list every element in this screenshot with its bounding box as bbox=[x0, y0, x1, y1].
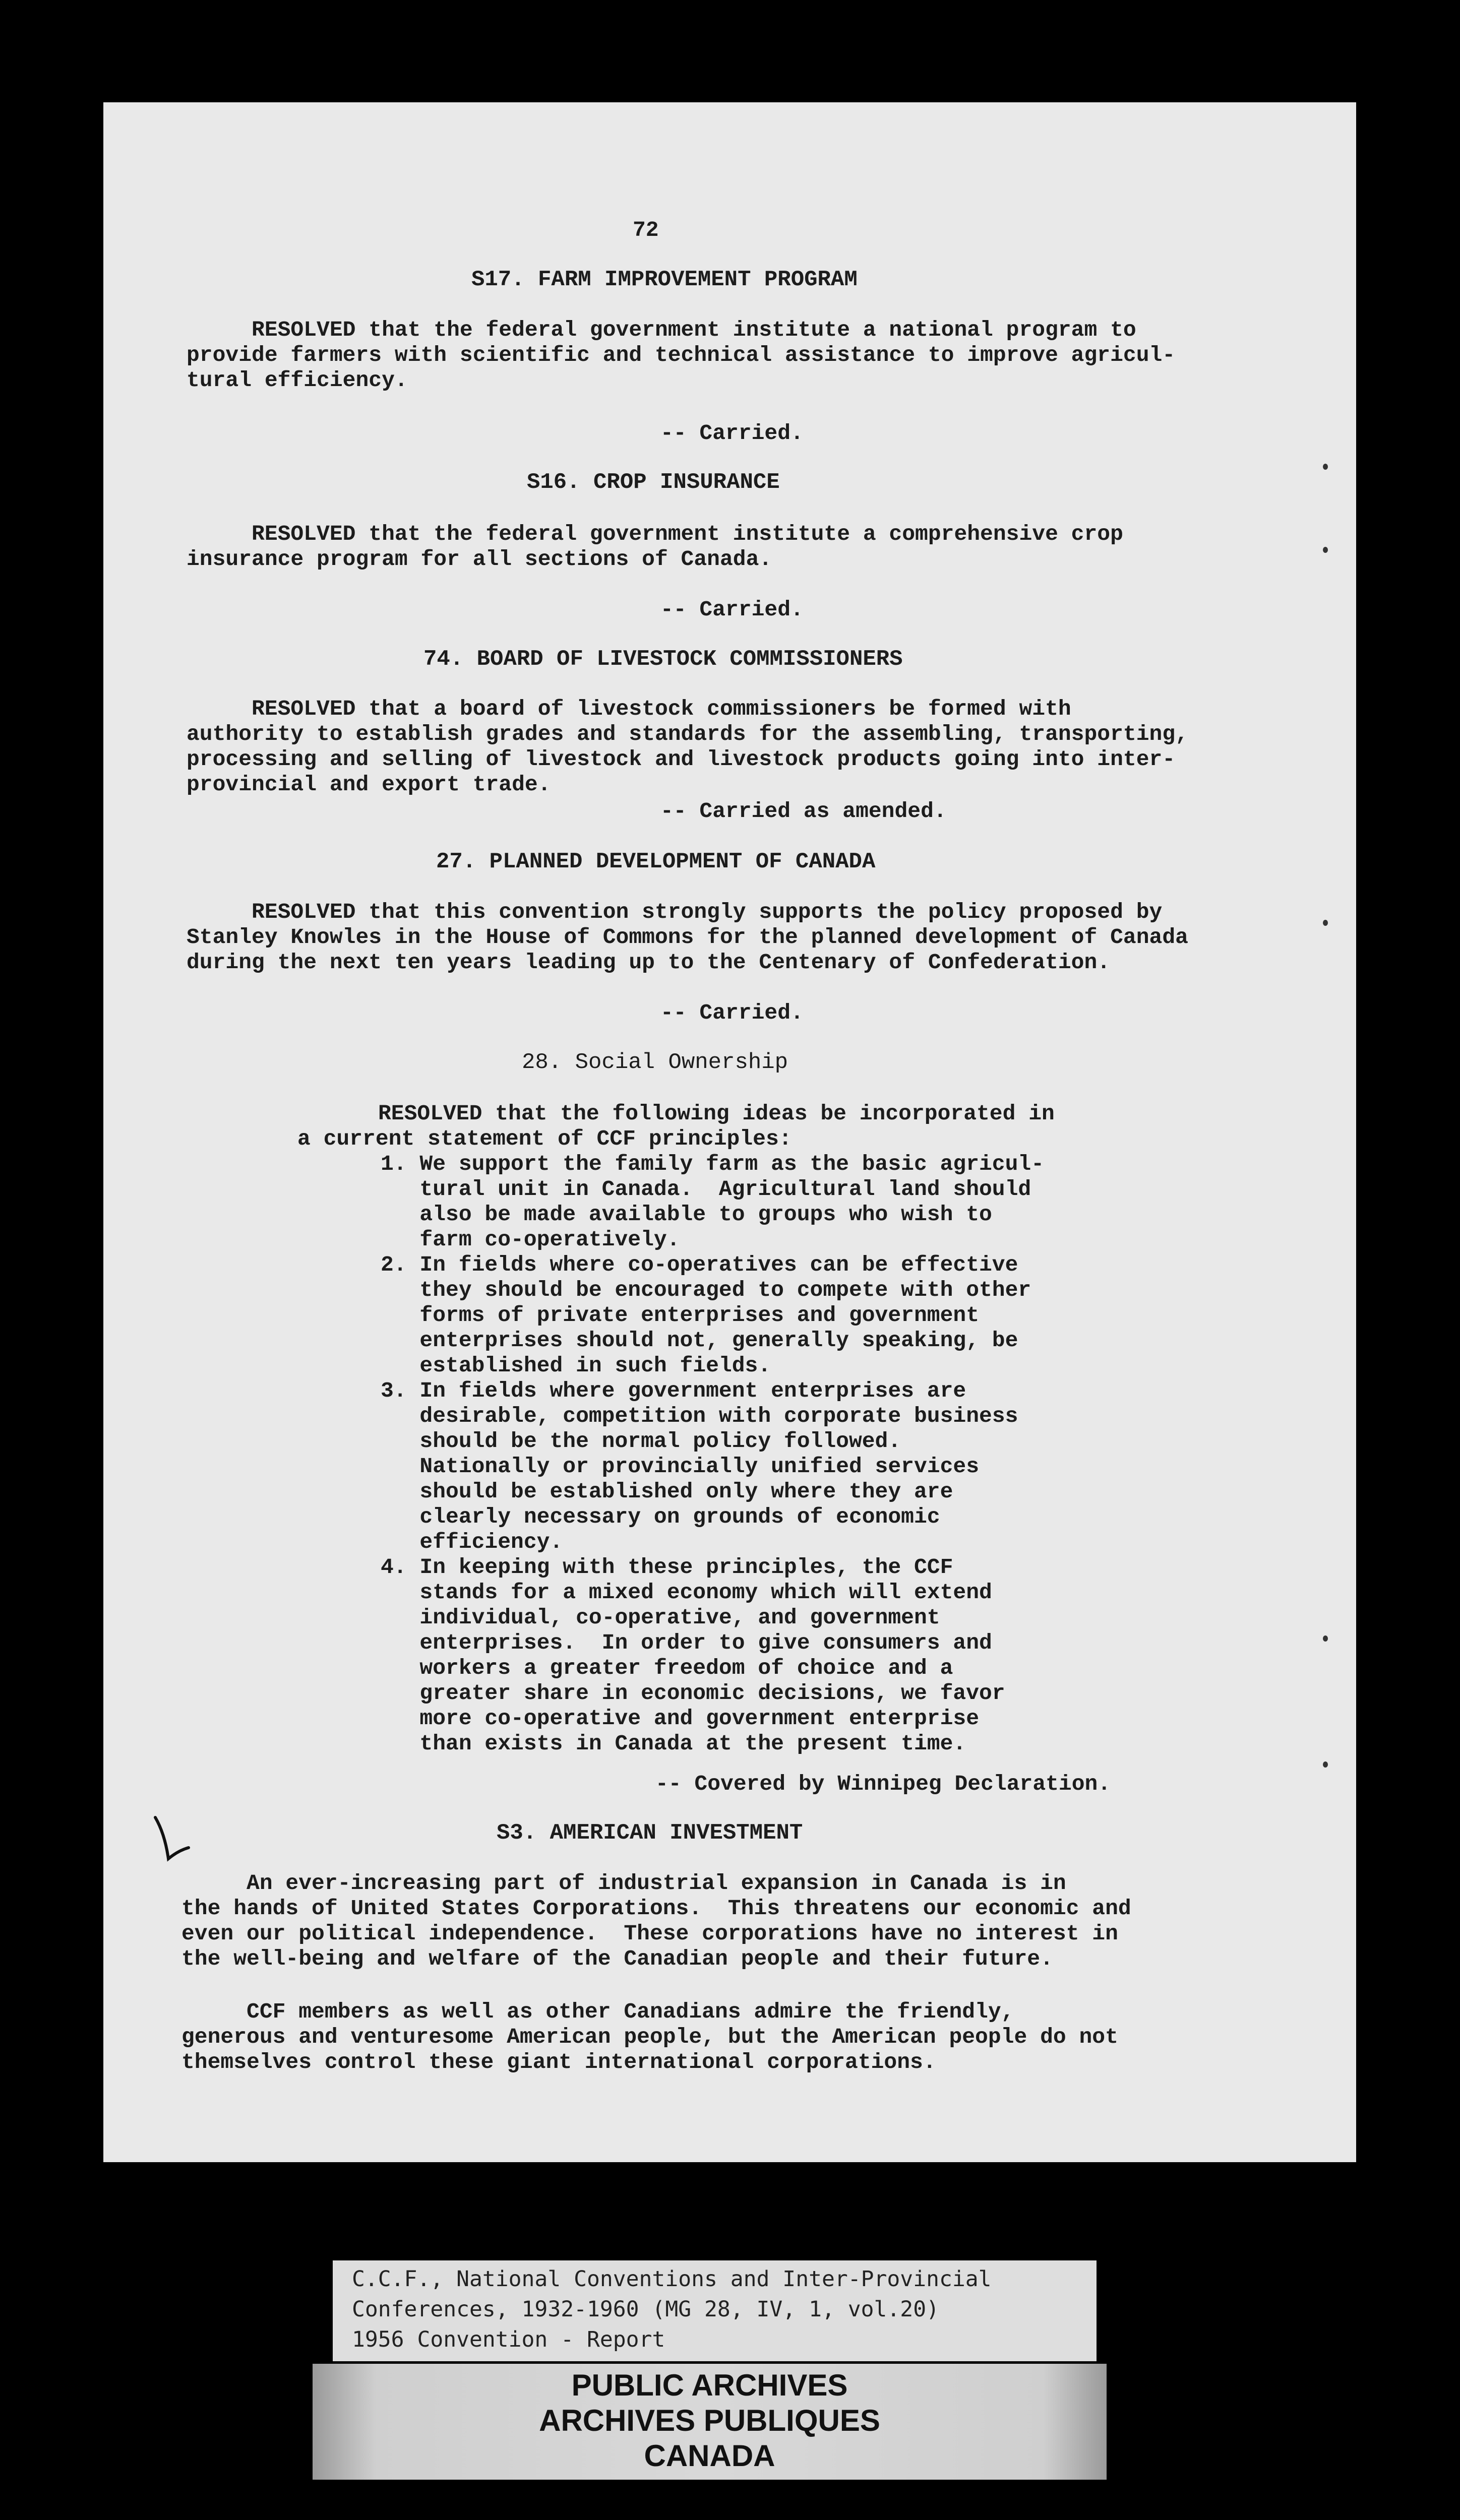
stamp-line: CANADA bbox=[644, 2439, 775, 2473]
body-line: provide farmers with scientific and technical assistance to improve agricul- bbox=[187, 343, 1176, 367]
section-body bbox=[187, 522, 1123, 596]
body-line: provincial and export trade. bbox=[187, 772, 551, 797]
section-body bbox=[181, 1871, 1131, 2074]
list-line: 2. In fields where co-operatives can be effective bbox=[381, 1252, 1018, 1277]
list-line: desirable, competition with corporate business bbox=[381, 1404, 1018, 1428]
stamp-line: PUBLIC ARCHIVES bbox=[571, 2368, 848, 2402]
caption-line: Conferences, 1932-1960 (MG 28, IV, 1, vol.20) bbox=[352, 2297, 939, 2322]
list-line: should be established only where they are bbox=[381, 1479, 953, 1504]
body-line: RESOLVED that the federal government institute a national program to bbox=[187, 318, 1136, 342]
list-line: workers a greater freedom of choice and a bbox=[381, 1656, 953, 1680]
page-number: 72 bbox=[633, 218, 659, 242]
body-line: even our political independence. These corporations have no interest in bbox=[181, 1921, 1118, 1946]
list-line: they should be encouraged to compete with other bbox=[381, 1278, 1031, 1302]
section-heading: S3. AMERICAN INVESTMENT bbox=[497, 1820, 803, 1846]
list-line: enterprises. In order to give consumers and bbox=[381, 1630, 992, 1655]
body-line: authority to establish grades and standards for the assembling, transporting, bbox=[187, 722, 1188, 746]
body-line: RESOLVED that the following ideas be incorporated in bbox=[378, 1101, 1055, 1126]
body-line: RESOLVED that the federal government institute a comprehensive crop bbox=[187, 522, 1123, 546]
list-line: more co-operative and government enterprise bbox=[381, 1706, 979, 1731]
body-line: Stanley Knowles in the House of Commons for the planned development of Canada bbox=[187, 925, 1188, 950]
body-line: themselves control these giant international corporations. bbox=[181, 2050, 936, 2074]
body-line: the hands of United States Corporations. This threatens our economic and bbox=[181, 1896, 1131, 1921]
body-line: An ever-increasing part of industrial expansion in Canada is in bbox=[181, 1871, 1066, 1896]
list-line: enterprises should not, generally speaking, be bbox=[381, 1328, 1018, 1353]
section-body bbox=[187, 318, 1176, 416]
list-line: than exists in Canada at the present time. bbox=[381, 1731, 966, 1756]
body-line: RESOLVED that a board of livestock commissioners be formed with bbox=[187, 697, 1071, 721]
handwritten-checkmark bbox=[151, 1814, 192, 1865]
section-status: -- Carried as amended. bbox=[660, 799, 947, 824]
section-status: -- Carried. bbox=[660, 1000, 804, 1025]
body-line: a current statement of CCF principles: bbox=[297, 1126, 792, 1151]
caption-line: C.C.F., National Conventions and Inter-Provincial bbox=[352, 2266, 992, 2292]
list-line: individual, co-operative, and government bbox=[381, 1605, 940, 1630]
caption-line: 1956 Convention - Report bbox=[352, 2327, 665, 2352]
list-line: clearly necessary on grounds of economic bbox=[381, 1504, 940, 1529]
body-line: insurance program for all sections of Canada. bbox=[187, 547, 772, 572]
archive-caption bbox=[333, 2260, 1097, 2361]
archives-stamp bbox=[313, 2364, 1107, 2480]
body-line: CCF members as well as other Canadians admire the friendly, bbox=[181, 1999, 1014, 2024]
list-line: established in such fields. bbox=[381, 1353, 771, 1378]
list-line: stands for a mixed economy which will extend bbox=[381, 1580, 992, 1605]
list-line: greater share in economic decisions, we favor bbox=[381, 1681, 1005, 1706]
stamp-line: ARCHIVES PUBLIQUES bbox=[539, 2404, 880, 2437]
body-line: tural efficiency. bbox=[187, 368, 408, 393]
section-status: -- Covered by Winnipeg Declaration. bbox=[655, 1772, 1111, 1796]
margin-speck bbox=[1323, 464, 1328, 470]
section-status: -- Carried. bbox=[660, 421, 804, 446]
margin-speck bbox=[1323, 547, 1328, 553]
body-line: during the next ten years leading up to the Centenary of Confederation. bbox=[187, 950, 1111, 975]
section-heading: S17. FARM IMPROVEMENT PROGRAM bbox=[471, 267, 858, 292]
list-line: farm co-operatively. bbox=[381, 1227, 680, 1252]
section-heading: S16. CROP INSURANCE bbox=[527, 470, 780, 495]
margin-speck bbox=[1323, 920, 1328, 926]
list-line: forms of private enterprises and government bbox=[381, 1303, 979, 1328]
list-line: tural unit in Canada. Agricultural land should bbox=[381, 1177, 1031, 1202]
body-line: RESOLVED that this convention strongly supports the policy proposed by bbox=[187, 900, 1163, 924]
section-heading: 27. PLANNED DEVELOPMENT OF CANADA bbox=[436, 849, 876, 874]
section-body bbox=[187, 900, 1188, 998]
section-status: -- Carried. bbox=[660, 597, 804, 622]
list-line: 1. We support the family farm as the basic agricul- bbox=[381, 1152, 1045, 1176]
social-items bbox=[381, 1152, 1045, 1769]
list-line: efficiency. bbox=[381, 1530, 563, 1554]
section-heading: 28. Social Ownership bbox=[522, 1050, 788, 1075]
list-line: Nationally or provincially unified services bbox=[381, 1454, 979, 1479]
body-line: generous and venturesome American people, but the American people do not bbox=[181, 2025, 1118, 2049]
section-heading: 74. BOARD OF LIVESTOCK COMMISSIONERS bbox=[423, 647, 903, 672]
list-line: should be the normal policy followed. bbox=[381, 1429, 901, 1454]
list-line: 4. In keeping with these principles, the CCF bbox=[381, 1555, 953, 1580]
list-line: also be made available to groups who wish to bbox=[381, 1202, 992, 1227]
margin-speck bbox=[1323, 1635, 1328, 1642]
body-line: processing and selling of livestock and livestock products going into inter- bbox=[187, 747, 1176, 772]
body-line: the well-being and welfare of the Canadian people and their future. bbox=[181, 1946, 1053, 1971]
list-line: 3. In fields where government enterprises are bbox=[381, 1378, 966, 1403]
margin-speck bbox=[1323, 1761, 1328, 1768]
